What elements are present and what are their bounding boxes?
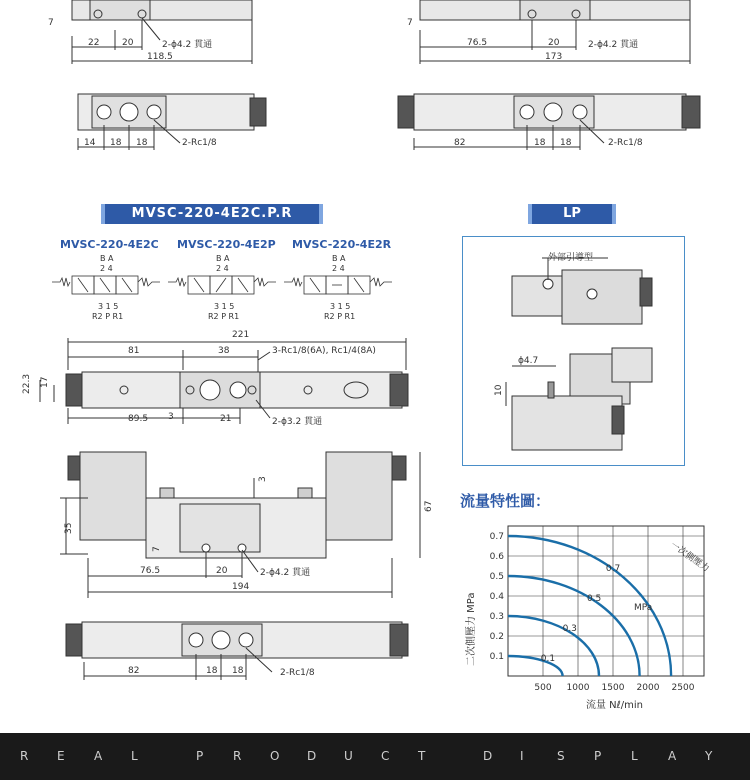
chart-x-tick-label: 2500 [671, 683, 695, 693]
model-4e2p-bottom-labels: R2 P R1 [208, 312, 240, 321]
chart-y-tick-label: 0.6 [489, 552, 504, 562]
top-left-bottom-dim-18a: 18 [110, 138, 122, 148]
top-left-dim-20: 20 [122, 38, 134, 48]
chart-y-tick-label: 0.3 [489, 612, 504, 622]
footer-letter: D [483, 749, 493, 763]
chart-x-tick-label: 500 [534, 683, 552, 693]
bottom-view [0, 618, 450, 688]
chart-y-tick-label: 0.7 [489, 532, 504, 542]
front-hole-note: 2-ϕ4.2 貫通 [260, 568, 311, 578]
model-4e2c-bottom-nums: 3 1 5 [98, 302, 119, 311]
top-left-dim-22: 22 [88, 38, 100, 48]
footer-letter: C [381, 749, 390, 763]
chart-x-tick-label: 2000 [636, 683, 660, 693]
chart-y-tick-label: 0.2 [489, 632, 504, 642]
bottom-dim-18b: 18 [232, 666, 244, 676]
front-dim-76-5: 76.5 [140, 566, 161, 576]
model-4e2p-bottom-nums: 3 1 5 [214, 302, 235, 311]
footer-letter: Y [705, 749, 713, 763]
top-right-dim-7: 7 [407, 18, 413, 28]
footer-letter: P [594, 749, 602, 763]
chart-y-axis-label: 二次側壓力 MPa [466, 592, 477, 666]
main-dim-21: 21 [220, 414, 232, 424]
bottom-port-label: 2-Rc1/8 [280, 668, 315, 678]
footer-letter: T [418, 749, 426, 763]
lp-dim-4-7: ϕ4.7 [518, 356, 539, 366]
chart-x-tick-label: 1000 [566, 683, 590, 693]
chart-y-tick-label: 0.5 [489, 572, 504, 582]
model-4e2r-bottom-labels: R2 P R1 [324, 312, 356, 321]
front-dim-7: 7 [152, 546, 162, 552]
top-left-bottom-dim-18b: 18 [136, 138, 148, 148]
footer-letter: E [57, 749, 65, 763]
chart-annotation-mpa: MPa [634, 603, 653, 613]
model-name-4e2c: MVSC-220-4E2C [60, 238, 159, 251]
top-left-dim-7: 7 [48, 18, 54, 28]
front-dim-3: 3 [258, 476, 268, 482]
model-4e2r-ports: B A [332, 254, 346, 263]
bottom-dim-18a: 18 [206, 666, 218, 676]
front-dim-35: 35 [64, 522, 74, 534]
chart-y-tick-label: 0.4 [489, 592, 504, 602]
chart-annotation-primary-pressure: 一次側壓力 [668, 540, 711, 575]
bottom-dim-82: 82 [128, 666, 140, 676]
footer-letter: I [520, 749, 524, 763]
model-4e2p-ports: B A [216, 254, 230, 263]
lp-label: 外部引導型 [548, 253, 594, 263]
footer-letter: A [668, 749, 677, 763]
main-dim-17: 17 [40, 376, 50, 388]
top-right-port-label: 2-Rc1/8 [608, 138, 643, 148]
model-4e2c-nums: 2 4 [100, 264, 113, 273]
chart-series-label: 0.7 [605, 564, 621, 574]
top-right-bottom-dim-18a: 18 [534, 138, 546, 148]
front-dim-194: 194 [232, 582, 250, 592]
top-right-total-width: 173 [545, 52, 563, 62]
section-banner: MVSC-220-4E2C.P.R [101, 204, 323, 224]
main-dim-38: 38 [218, 346, 230, 356]
main-overall-width: 221 [232, 330, 250, 340]
model-4e2c-ports: B A [100, 254, 114, 263]
footer-letter: U [344, 749, 353, 763]
main-dim-81: 81 [128, 346, 140, 356]
footer-bar [0, 733, 750, 780]
footer-letter: L [631, 749, 638, 763]
main-hole-note: 2-ϕ3.2 貫通 [272, 417, 323, 427]
model-4e2p-nums: 2 4 [216, 264, 229, 273]
model-4e2r-bottom-nums: 3 1 5 [330, 302, 351, 311]
flow-chart [460, 510, 722, 720]
footer-letter: P [196, 749, 204, 763]
footer-letter: O [270, 749, 280, 763]
top-right-hole-note: 2-ϕ4.2 貫通 [588, 40, 639, 50]
main-port-note: 3-Rc1/8(6A), Rc1/4(8A) [272, 346, 376, 356]
lp-dim-10: 10 [494, 384, 504, 396]
chart-series-label: 0.3 [562, 624, 577, 634]
model-4e2c-bottom-labels: R2 P R1 [92, 312, 124, 321]
top-left-total-width: 118.5 [147, 52, 173, 62]
top-right-bottom-dim-18b: 18 [560, 138, 572, 148]
top-right-dim-76-5: 76.5 [467, 38, 488, 48]
chart-x-tick-label: 1500 [601, 683, 625, 693]
chart-series-label: 0.5 [586, 594, 602, 604]
footer-letter: L [131, 749, 138, 763]
footer-letter: R [20, 749, 29, 763]
valve-symbols [50, 272, 430, 302]
top-left-hole-note: 2-ϕ4.2 貫通 [162, 40, 213, 50]
model-name-4e2p: MVSC-220-4E2P [177, 238, 276, 251]
front-dim-20: 20 [216, 566, 228, 576]
top-left-drawing [0, 0, 380, 200]
top-right-dim-20: 20 [548, 38, 560, 48]
model-4e2r-nums: 2 4 [332, 264, 345, 273]
main-dim-89-5: 89.5 [128, 414, 149, 424]
main-dim-22-3: 22.3 [22, 373, 32, 394]
top-left-bottom-dim-14: 14 [84, 138, 96, 148]
top-right-drawing [390, 0, 750, 200]
footer-letter: S [557, 749, 565, 763]
front-dim-67: 67 [424, 500, 434, 512]
chart-series-label: 0.1 [540, 654, 556, 664]
main-dim-3: 3 [168, 412, 174, 422]
chart-x-axis-label: 流量 Nℓ/min [586, 700, 644, 711]
footer-letter: D [307, 749, 317, 763]
flow-chart-title: 流量特性圖： [460, 492, 551, 510]
top-left-port-label: 2-Rc1/8 [182, 138, 217, 148]
chart-y-tick-label: 0.1 [489, 652, 504, 662]
footer-letter: A [94, 749, 103, 763]
model-name-4e2r: MVSC-220-4E2R [292, 238, 392, 251]
top-right-bottom-dim-82: 82 [454, 138, 466, 148]
footer-letter: R [233, 749, 242, 763]
lp-banner: LP [528, 204, 616, 224]
lp-detail-drawing [462, 236, 685, 466]
